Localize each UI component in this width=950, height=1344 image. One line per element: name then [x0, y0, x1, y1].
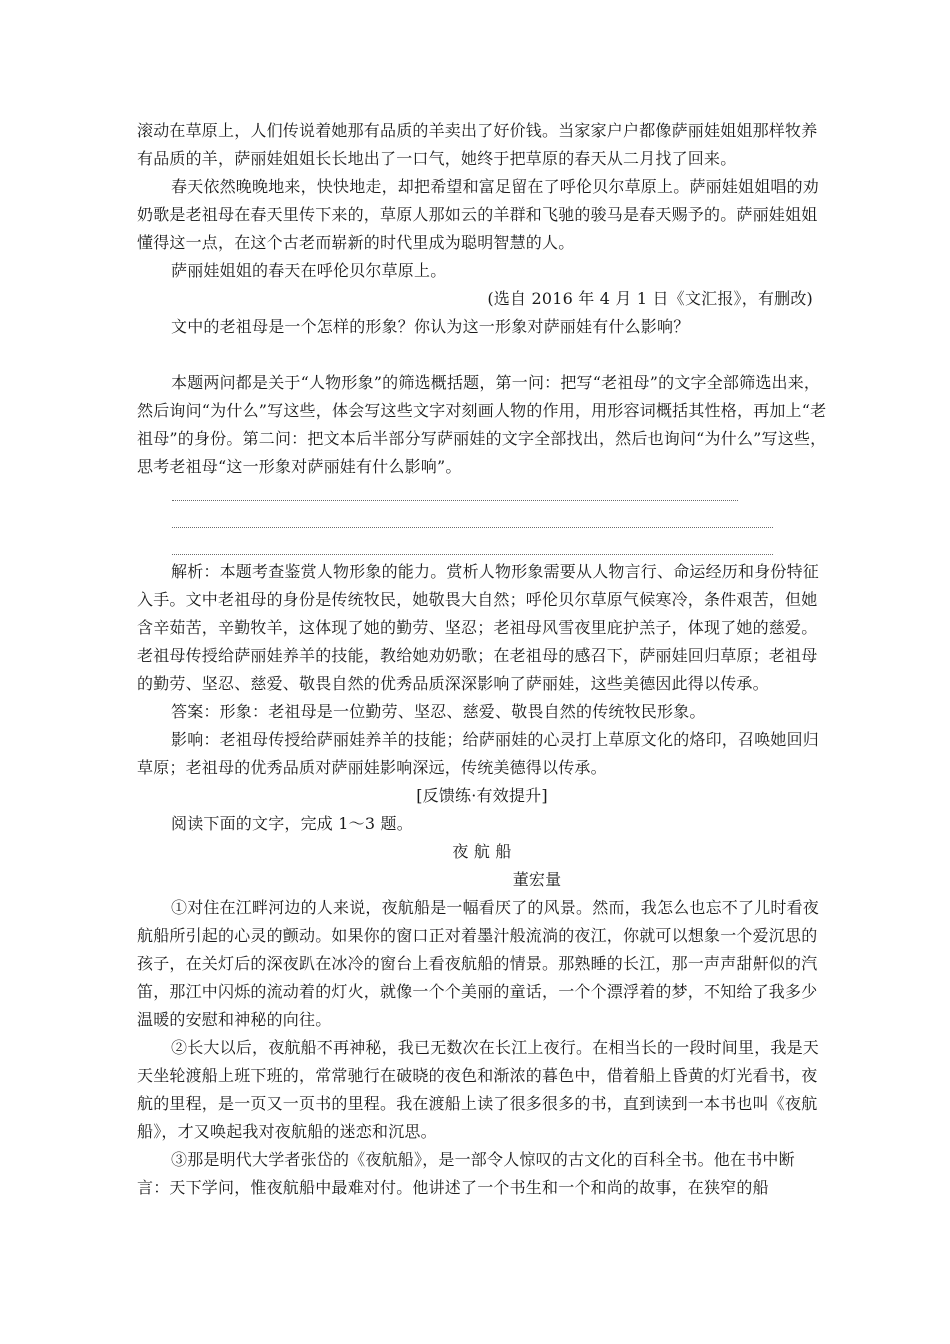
- article-paragraph: ③那是明代大学者张岱的《夜航船》，是一部令人惊叹的古文化的百科全书。他在书中断言：天下学问，惟夜航船中最难对付。他讲述了一个书生和一个和尚的故事，在狭窄的船: [137, 1150, 795, 1197]
- section-title: [反馈练·有效提升]: [416, 786, 548, 805]
- article-title: 夜 航 船: [452, 842, 512, 861]
- answer-paragraph: 影响：老祖母传授给萨丽娃养羊的技能；给萨丽娃的心灵打上草原文化的烙印，召唤她回归草原；老祖母的优秀品质对萨丽娃影响深远，传统美德得以传承。: [137, 730, 820, 777]
- source-citation: (选自 2016 年 4 月 1 日《文汇报》，有删改): [487, 289, 813, 308]
- instruction-text: 阅读下面的文字，完成 1～3 题。: [171, 814, 413, 833]
- paragraph: 春天依然晚晚地来，快快地走，却把希望和富足留在了呼伦贝尔草原上。萨丽娃姐姐唱的劝奶歌是老祖母在春天里传下来的，草原人那如云的羊群和飞驰的骏马是春天赐予的。萨丽娃姐姐懂得这一点，在这个古老而崭新的时代里成为聪明智慧的人。: [137, 177, 820, 252]
- analysis-paragraph: 解析：本题考查鉴赏人物形象的能力。赏析人物形象需要从人物言行、命运经历和身份特征入手。文中老祖母的身份是传统牧民，她敬畏大自然；呼伦贝尔草原气候寒冷，条件艰苦，但她含辛茹苦，辛勤牧羊，这体现了她的勤劳、坚忍；老祖母风雪夜里庇护羔子，体现了她的慈爱。老祖母传授给萨丽娃养羊的技能，教给她劝奶歌；在老祖母的感召下，萨丽娃回归草原；老祖母的勤劳、坚忍、慈爱、敬畏自然的优秀品质深深影响了萨丽娃，这些美德因此得以传承。: [137, 562, 820, 693]
- passage-ending: [137, 117, 827, 341]
- article-paragraph: ②长大以后，夜航船不再神秘，我已无数次在长江上夜行。在相当长的一段时间里，我是天天坐轮渡船上班下班的，常常驰行在破晓的夜色和渐浓的暮色中，借着船上昏黄的灯光看书，夜航的里程，是一页又一页书的里程。我在渡船上读了很多很多的书，直到读到一本书也叫《夜航船》，才又唤起我对夜航船的迷恋和沉思。: [137, 1038, 820, 1141]
- question-text: 文中的老祖母是一个怎样的形象？你认为这一形象对萨丽娃有什么影响？: [171, 317, 690, 336]
- answer-line: [172, 554, 773, 555]
- answer-paragraph: 答案：形象：老祖母是一位勤劳、坚忍、慈爱、敬畏自然的传统牧民形象。: [171, 702, 706, 721]
- answer-guide: [137, 369, 827, 481]
- paragraph: 滚动在草原上，人们传说着她那有品质的羊卖出了好价钱。当家家户户都像萨丽娃姐姐那样牧养有品质的羊，萨丽娃姐姐长长地出了一口气，她终于把草原的春天从二月找了回来。: [137, 121, 818, 168]
- paragraph: 萨丽娃姐姐的春天在呼伦贝尔草原上。: [171, 261, 447, 280]
- guide-paragraph: 本题两问都是关于“人物形象”的筛选概括题，第一问：把写“老祖母”的文字全部筛选出来，然后询问“为什么”写这些，体会写这些文字对刻画人物的作用，用形容词概括其性格，再加上“老祖母”的身份。第二问：把文本后半部分写萨丽娃的文字全部找出，然后也询问“为什么”写这些，思考老祖母“这一形象对萨丽娃有什么影响”。: [137, 373, 827, 476]
- answer-line: [172, 527, 773, 528]
- analysis-section: [137, 558, 827, 1202]
- article-author: 董宏量: [512, 870, 562, 889]
- article-paragraph: ①对住在江畔河边的人来说，夜航船是一幅看厌了的风景。然而，我怎么也忘不了儿时看夜航船所引起的心灵的颤动。如果你的窗口正对着墨汁般流淌的夜江，你就可以想象一个爱沉思的孩子，在关灯后的深夜趴在冰冷的窗台上看夜航船的情景。那熟睡的长江，那一声声甜鼾似的汽笛，那江中闪烁的流动着的灯火，就像一个个美丽的童话，一个个漂浮着的梦，不知给了我多少温暖的安慰和神秘的向往。: [137, 898, 820, 1029]
- answer-line: [172, 500, 738, 501]
